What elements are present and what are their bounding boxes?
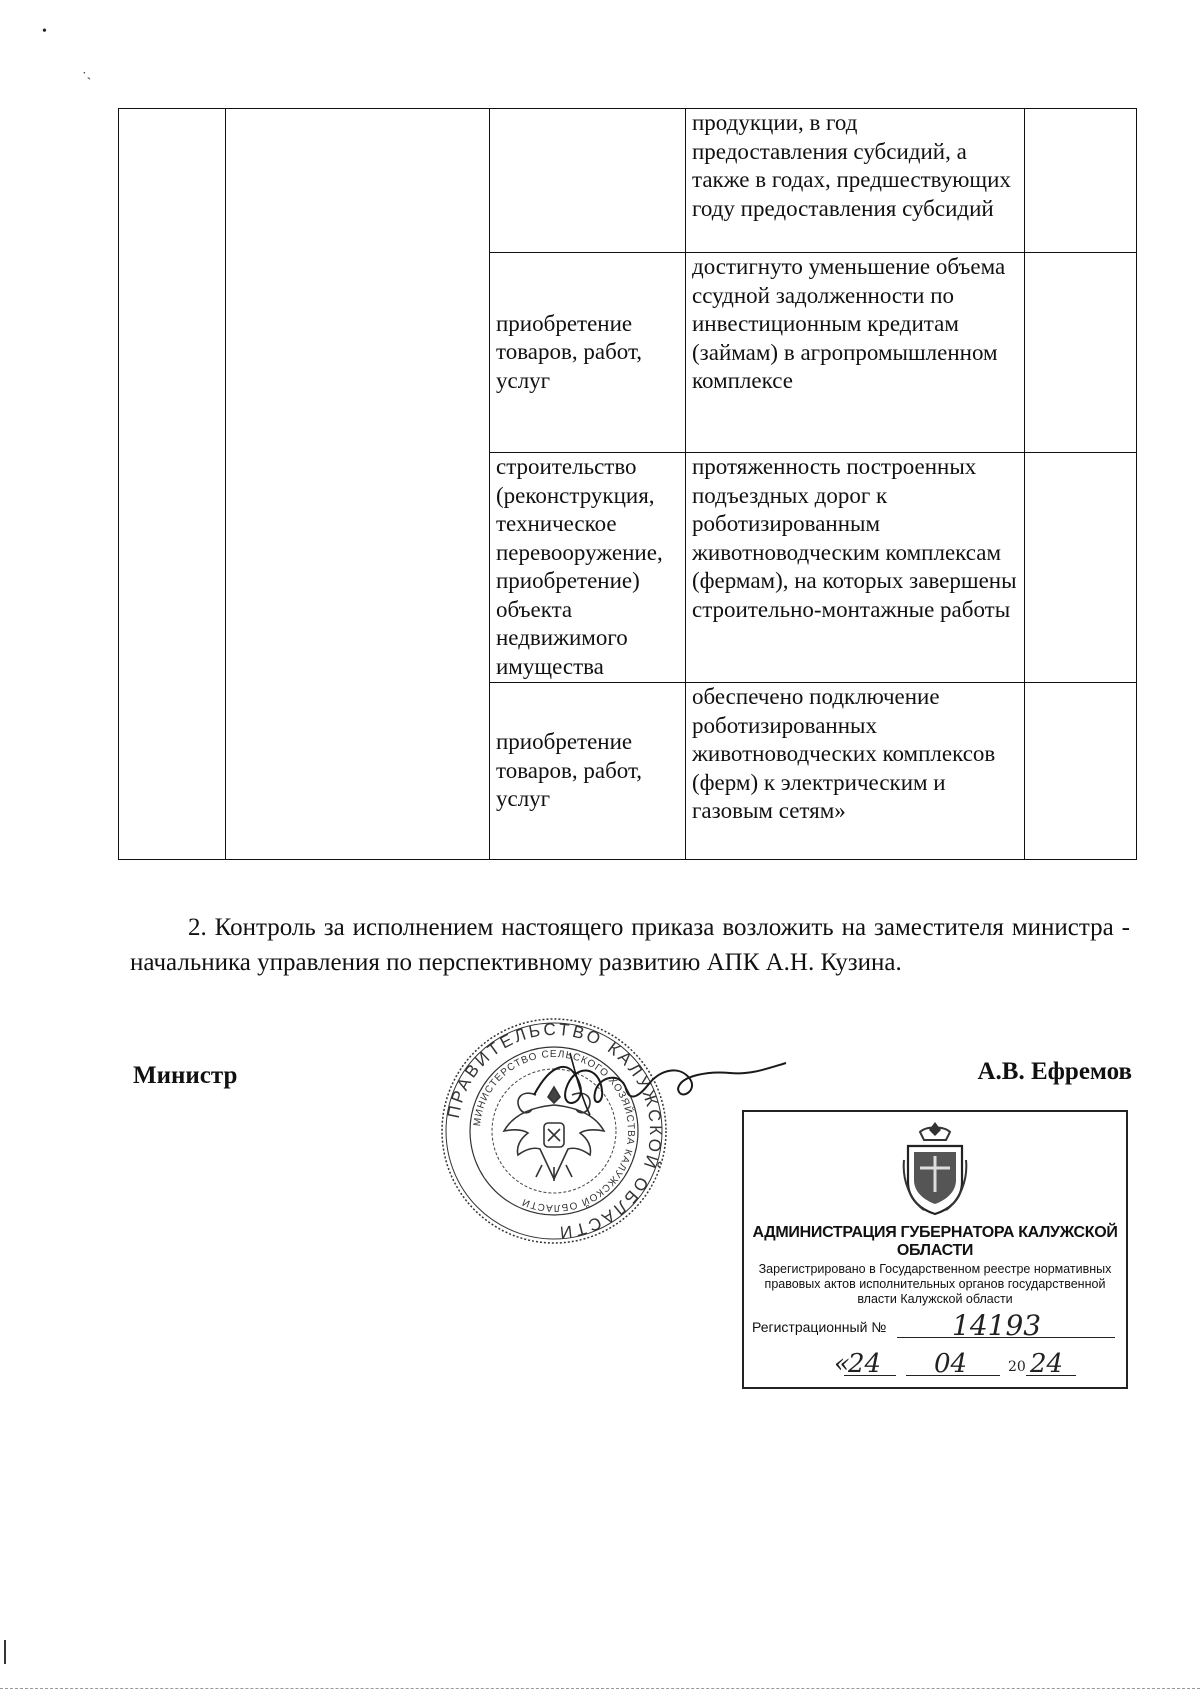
registration-stamp-title: АДМИНИСТРАЦИЯ ГУБЕРНАТОРА КАЛУЖСКОЙ ОБЛАСТИ <box>752 1224 1118 1259</box>
table-cell-col2 <box>226 109 490 860</box>
table-cell-col4: продукции, в год предоставления субсидий, а также в годах, предшествующих году предоставления субсидий <box>686 109 1025 253</box>
scan-speck: • <box>42 24 47 39</box>
control-paragraph <box>130 910 1130 980</box>
registration-date: « 24 04 20 24 <box>834 1355 1114 1379</box>
registration-date-day: 24 <box>848 1349 882 1379</box>
registration-number-label: Регистрационный № <box>752 1319 887 1335</box>
scan-bottom-edge <box>0 1688 1200 1689</box>
indicators-table <box>118 108 1137 860</box>
registration-date-year-prefix: 20 <box>1008 1359 1026 1375</box>
registration-date-month: 04 <box>934 1349 968 1379</box>
table-cell-col5 <box>1025 253 1137 453</box>
table-row <box>119 109 1137 253</box>
table-cell-col4: достигнуто уменьшение объема ссудной задолженности по инвестиционным кредитам (займам) в агропромышленном комплексе <box>686 253 1025 453</box>
table-cell-col1 <box>119 109 226 860</box>
seal-outer-text: ПРАВИТЕЛЬСТВО КАЛУЖСКОЙ ОБЛАСТИ <box>443 1019 666 1243</box>
table-cell-col4: обеспечено подключение роботизированных животноводческих комплексов (ферм) к электрическим и газовым сетям» <box>686 683 1025 860</box>
signer-name: А.В. Ефремов <box>977 1058 1132 1085</box>
registration-number-value: 14193 <box>952 1309 1042 1342</box>
registration-number-row <box>752 1309 1118 1342</box>
scan-speck: ˙˴ <box>82 70 92 85</box>
registration-stamp-text: Зарегистрировано в Государственном реестре нормативных правовых актов исполнительных органов государственной власти Калужской области <box>758 1262 1112 1306</box>
signer-position: Министр <box>133 1062 238 1089</box>
registration-stamp <box>742 1110 1128 1389</box>
scan-edge-mark <box>4 1640 6 1664</box>
table-cell-col4: протяженность построенных подъездных дорог к роботизированным животноводческим комплексам (фермам), на которых завершены строительно-монтажные работы <box>686 453 1025 683</box>
table-cell-col5 <box>1025 683 1137 860</box>
registration-date-year-suffix: 24 <box>1030 1349 1064 1379</box>
table-cell-col5 <box>1025 453 1137 683</box>
table-cell-col5 <box>1025 109 1137 253</box>
control-paragraph-text: 2. Контроль за исполнением настоящего приказа возложить на заместителя министра - начальника управления по перспективному развитию АПК А.Н. Кузина. <box>130 914 1130 976</box>
seal-inner-text: МИНИСТЕРСТВО СЕЛЬСКОГО ХОЗЯЙСТВА КАЛУЖСКОЙ ОБЛАСТИ <box>472 1048 637 1214</box>
table-cell-col3: приобретение товаров, работ, услуг <box>490 253 686 453</box>
coat-of-arms-icon <box>902 1120 968 1218</box>
table-cell-col3: приобретение товаров, работ, услуг <box>490 683 686 860</box>
table-cell-col3 <box>490 109 686 253</box>
table-cell-col3: строительство (реконструкция, техническое перевооружение, приобретение) объекта недвижимого имущества <box>490 453 686 683</box>
